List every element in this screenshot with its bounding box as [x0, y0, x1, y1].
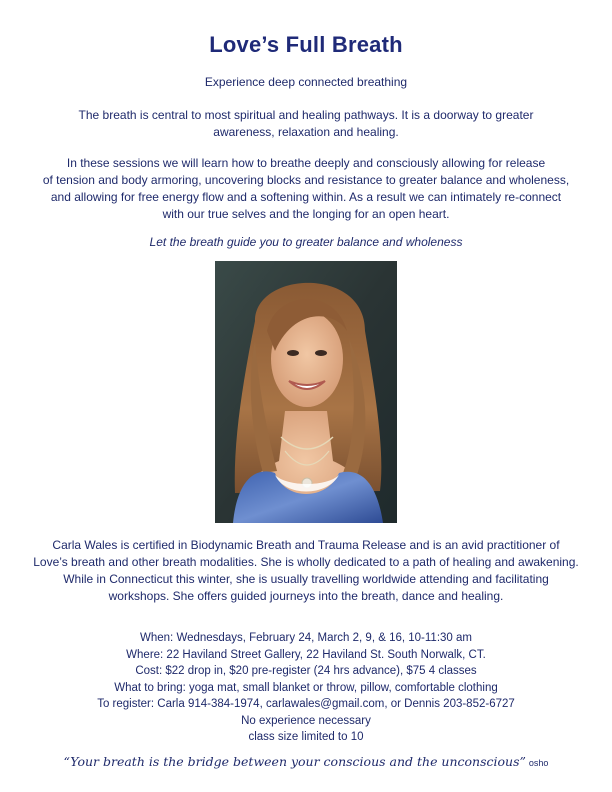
sessions-line: with our true selves and the longing for an open heart. — [162, 207, 450, 221]
bio-line: workshops. She offers guided journeys into the breath, dance and healing. — [108, 589, 504, 603]
quote-attribution: osho — [528, 758, 549, 768]
intro-line: awareness, relaxation and healing. — [213, 125, 399, 139]
detail-register: To register: Carla 914-384-1974, carlawales@gmail.com, or Dennis 203-852-6727 — [97, 698, 515, 710]
detail-class-size: class size limited to 10 — [248, 731, 364, 743]
detail-cost: Cost: $22 drop in, $20 pre-register (24 hrs advance), $75 4 classes — [135, 665, 477, 677]
detail-experience: No experience necessary — [241, 714, 371, 727]
detail-where: Where: 22 Haviland Street Gallery, 22 Haviland St. South Norwalk, CT. — [126, 648, 486, 661]
detail-what-to-bring: What to bring: yoga mat, small blanket or throw, pillow, comfortable clothing — [114, 681, 498, 694]
subtitle: Experience deep connected breathing — [204, 75, 408, 89]
sessions-paragraph — [30, 155, 582, 223]
sessions-line: In these sessions we will learn how to breathe deeply and consciously allowing for release — [66, 156, 546, 170]
intro-line: The breath is central to most spiritual and healing pathways. It is a doorway to greater — [78, 108, 534, 122]
detail-when: When: Wednesdays, February 24, March 2, 9, & 16, 10-11:30 am — [140, 632, 472, 644]
bio-line: While in Connecticut this winter, she is usually travelling worldwide attending and facilitating — [63, 572, 549, 586]
portrait-photo — [215, 261, 397, 523]
bio-line: Love’s breath and other breath modalities. She is wholly dedicated to a path of healing and awakening. — [33, 555, 579, 569]
bio-line: Carla Wales is certified in Biodynamic Breath and Trauma Release and is an avid practitioner of — [52, 538, 560, 552]
closing-quote — [0, 754, 612, 769]
sessions-line: and allowing for free energy flow and a softening within. As a result we can intimately re-connect — [50, 190, 562, 204]
quote-text: “Your breath is the bridge between your conscious and the unconscious” — [63, 754, 526, 769]
intro-paragraph — [30, 107, 582, 141]
bio-paragraph — [20, 537, 592, 605]
tagline: Let the breath guide you to greater balance and wholeness — [149, 235, 463, 249]
event-details — [0, 630, 612, 746]
sessions-line: of tension and body armoring, uncovering blocks and resistance to greater balance and wholeness, — [42, 173, 570, 187]
page-title: Love’s Full Breath — [209, 32, 403, 57]
